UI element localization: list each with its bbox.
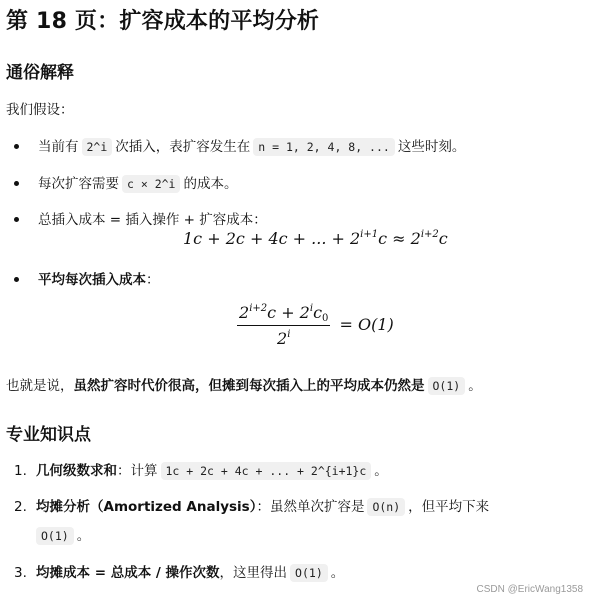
page-title: 第 18 页：扩容成本的平均分析 bbox=[6, 9, 320, 34]
intro-text: 我们假设： bbox=[6, 102, 74, 118]
list-item: 总插入成本 = 插入操作 + 扩容成本： bbox=[14, 208, 267, 228]
list-item: 2. 均摊分析（Amortized Analysis）：虽然单次扩容是 O(n) ，但平均下来 bbox=[14, 499, 490, 515]
bullet-icon bbox=[14, 181, 19, 186]
section-heading-plain-explanation: 通俗解释 bbox=[6, 63, 74, 83]
conclusion-text: 也就是说，虽然扩容时代价很高，但摊到每次插入上的平均成本仍然是 O(1) 。 bbox=[6, 378, 482, 394]
bullet-icon bbox=[14, 277, 19, 282]
list-item: 当前有 2^i 次插入，表扩容发生在 n = 1, 2, 4, 8, ... 这些时刻。 bbox=[14, 135, 465, 155]
list-item: 3. 均摊成本 = 总成本 / 操作次数，这里得出 O(1) 。 bbox=[14, 565, 345, 581]
formula-average-cost: $\frac{2^{i+2}c + 2^ic_0}{2^i}$ = O(1) bbox=[239, 303, 394, 348]
list-item: 1. 几何级数求和：计算 1c + 2c + 4c + ... + 2^{i+1}c 。 bbox=[14, 463, 388, 479]
list-item: 每次扩容需要 c × 2^i 的成本。 bbox=[14, 172, 237, 192]
formula-total-cost: 1c + 2c + 4c + ... + $2^{i+1}c \approx 2^{i+2}c$ bbox=[183, 229, 448, 248]
bullet-icon bbox=[14, 217, 19, 222]
bullet-icon bbox=[14, 144, 19, 149]
list-item-continuation: O(1) 。 bbox=[36, 524, 90, 544]
section-heading-knowledge-points: 专业知识点 bbox=[6, 425, 91, 445]
watermark: CSDN @EricWang1358 bbox=[476, 584, 583, 595]
list-item: 平均每次插入成本： bbox=[14, 268, 160, 288]
